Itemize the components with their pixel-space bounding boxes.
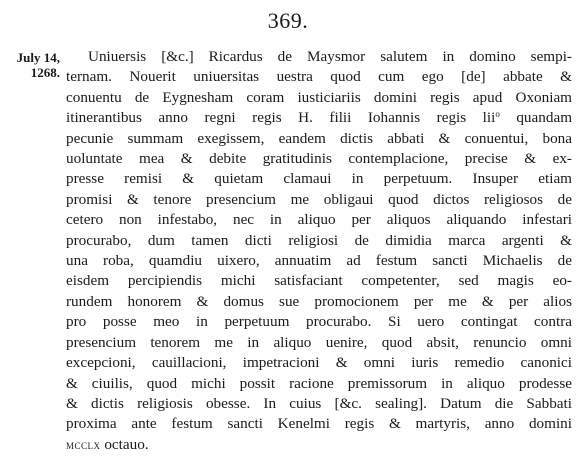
text-line [66, 108, 572, 128]
text-line: pro posse meo in perpetuum procurabo. Si uero contingat contra [66, 313, 572, 331]
text-line: proxima ante festum sancti Kenelmi regis & martyris, anno domini [66, 415, 572, 433]
text-line: cetero non infestabo, nec in aliquo per aliquos aliquando infestari [66, 211, 572, 229]
text-line: promisi & tenore presencium me obligaui quod dictos religiosos de [66, 190, 572, 208]
text-line-part: octauo. [100, 435, 149, 453]
text-line: eisdem percipiendis michi satisfaciant competenter, sed magis eo- [66, 272, 572, 290]
superscript-o: o [495, 109, 500, 120]
text-line: conuentu de Eygnesham coram iusticiariis domini regis apud Oxoniam [66, 88, 572, 106]
text-line-last [66, 435, 572, 455]
margin-date [6, 50, 60, 80]
text-line: presencium tenorem me in aliquo uenire, quod absit, renuncio omni [66, 333, 572, 351]
charter-text [66, 47, 572, 455]
year-numeral: mcclx [66, 436, 101, 452]
text-line: & dictis religiosis obesse. In cuius [&c. sealing]. Datum die Sabbati [66, 394, 572, 412]
margin-date-year: 1268. [30, 65, 60, 80]
text-line: ternam. Nouerit uniuersitas uestra quod cum ego [de] abbate & [66, 68, 572, 86]
text-line: excepcioni, cauillacioni, impetracioni & omni iuris remedio canonici [66, 354, 572, 372]
text-line-part: itinerantibus anno regni regis H. filii Iohannis regis lii [66, 109, 496, 127]
text-line: pecunie summam exegissem, eandem dictis abbati & conuentui, bona [66, 129, 572, 147]
text-line-part: quandam [499, 109, 573, 127]
text-line: rundem honorem & domus sue promocionem per me & per alios [66, 292, 572, 310]
document-number: 369. [267, 8, 309, 33]
text-line: procurabo, dum tamen dicti religiosi de dimidia marca argenti & [66, 231, 572, 249]
text-line: & ciuilis, quod michi possit racione premissorum in aliquo prodesse [66, 374, 572, 392]
text-line: uoluntate mea & debite gratitudinis contemplacione, precise & ex- [66, 150, 572, 168]
text-line: presse remisi & quietam clamaui in perpetuum. Insuper etiam [66, 170, 572, 188]
text-line: Uniuersis [&c.] Ricardus de Maysmor salutem in domino sempi- [88, 48, 572, 65]
text-line: una roba, quamdiu uixero, annuatim ad festum sancti Michaelis de [66, 252, 572, 270]
margin-date-day: July 14, [16, 50, 60, 65]
